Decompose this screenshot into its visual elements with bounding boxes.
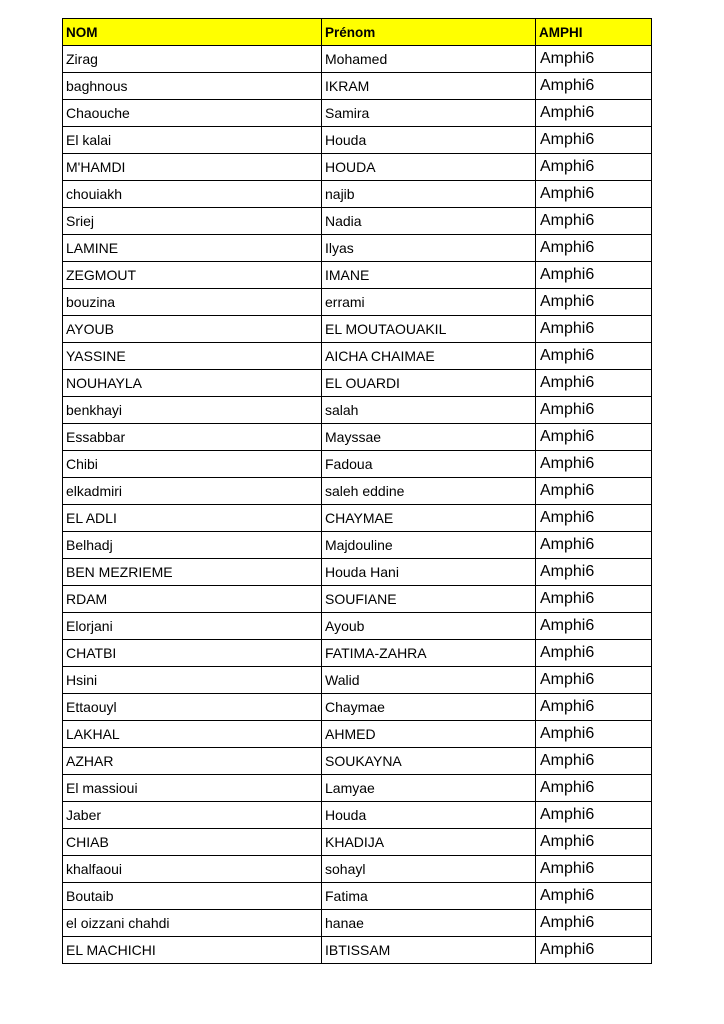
table-row (63, 937, 652, 964)
cell-amphi: Amphi6 (536, 505, 652, 532)
cell-amphi: Amphi6 (536, 748, 652, 775)
cell-nom: Zirag (63, 46, 322, 73)
table-row (63, 73, 652, 100)
table-row (63, 262, 652, 289)
cell-amphi: Amphi6 (536, 370, 652, 397)
cell-prenom: SOUFIANE (322, 586, 536, 613)
cell-amphi: Amphi6 (536, 316, 652, 343)
cell-prenom: salah (322, 397, 536, 424)
header-amphi: AMPHI (536, 19, 652, 46)
cell-prenom: Lamyae (322, 775, 536, 802)
cell-prenom: HOUDA (322, 154, 536, 181)
table-row (63, 370, 652, 397)
cell-amphi: Amphi6 (536, 235, 652, 262)
cell-nom: El massioui (63, 775, 322, 802)
cell-prenom: FATIMA-ZAHRA (322, 640, 536, 667)
cell-prenom: Houda (322, 802, 536, 829)
cell-nom: CHATBI (63, 640, 322, 667)
cell-nom: NOUHAYLA (63, 370, 322, 397)
cell-amphi: Amphi6 (536, 289, 652, 316)
cell-nom: CHIAB (63, 829, 322, 856)
cell-amphi: Amphi6 (536, 937, 652, 964)
cell-amphi: Amphi6 (536, 424, 652, 451)
cell-amphi: Amphi6 (536, 262, 652, 289)
cell-nom: LAKHAL (63, 721, 322, 748)
table-row (63, 316, 652, 343)
cell-prenom: AICHA CHAIMAE (322, 343, 536, 370)
cell-nom: RDAM (63, 586, 322, 613)
table-body (63, 46, 652, 964)
cell-nom: Jaber (63, 802, 322, 829)
cell-nom: bouzina (63, 289, 322, 316)
table-row (63, 424, 652, 451)
cell-prenom: Fadoua (322, 451, 536, 478)
table-row (63, 532, 652, 559)
table-row (63, 235, 652, 262)
cell-nom: chouiakh (63, 181, 322, 208)
cell-prenom: Majdouline (322, 532, 536, 559)
cell-nom: AZHAR (63, 748, 322, 775)
cell-prenom: AHMED (322, 721, 536, 748)
cell-nom: Hsini (63, 667, 322, 694)
cell-prenom: Mohamed (322, 46, 536, 73)
cell-nom: BEN MEZRIEME (63, 559, 322, 586)
cell-amphi: Amphi6 (536, 910, 652, 937)
cell-nom: YASSINE (63, 343, 322, 370)
cell-amphi: Amphi6 (536, 478, 652, 505)
cell-prenom: Houda Hani (322, 559, 536, 586)
cell-amphi: Amphi6 (536, 343, 652, 370)
table-row (63, 46, 652, 73)
table-row (63, 559, 652, 586)
cell-prenom: Chaymae (322, 694, 536, 721)
cell-prenom: Houda (322, 127, 536, 154)
cell-prenom: CHAYMAE (322, 505, 536, 532)
cell-amphi: Amphi6 (536, 559, 652, 586)
cell-nom: Ettaouyl (63, 694, 322, 721)
table-row (63, 154, 652, 181)
table-row (63, 586, 652, 613)
cell-nom: Boutaib (63, 883, 322, 910)
cell-prenom: Fatima (322, 883, 536, 910)
cell-nom: El kalai (63, 127, 322, 154)
cell-prenom: sohayl (322, 856, 536, 883)
cell-amphi: Amphi6 (536, 208, 652, 235)
table-row (63, 478, 652, 505)
cell-prenom: najib (322, 181, 536, 208)
cell-amphi: Amphi6 (536, 613, 652, 640)
cell-amphi: Amphi6 (536, 640, 652, 667)
cell-nom: baghnous (63, 73, 322, 100)
table-row (63, 100, 652, 127)
cell-prenom: KHADIJA (322, 829, 536, 856)
cell-prenom: Ayoub (322, 613, 536, 640)
cell-amphi: Amphi6 (536, 100, 652, 127)
table-row (63, 721, 652, 748)
table-row (63, 883, 652, 910)
table-row (63, 181, 652, 208)
table-row (63, 343, 652, 370)
cell-prenom: errami (322, 289, 536, 316)
student-list-table (62, 18, 652, 964)
cell-amphi: Amphi6 (536, 127, 652, 154)
table-row (63, 910, 652, 937)
cell-nom: Elorjani (63, 613, 322, 640)
cell-nom: AYOUB (63, 316, 322, 343)
cell-amphi: Amphi6 (536, 73, 652, 100)
header-prenom: Prénom (322, 19, 536, 46)
cell-nom: elkadmiri (63, 478, 322, 505)
cell-prenom: IKRAM (322, 73, 536, 100)
table-row (63, 208, 652, 235)
cell-amphi: Amphi6 (536, 802, 652, 829)
cell-nom: LAMINE (63, 235, 322, 262)
cell-nom: benkhayi (63, 397, 322, 424)
table-row (63, 397, 652, 424)
cell-nom: Chibi (63, 451, 322, 478)
cell-amphi: Amphi6 (536, 397, 652, 424)
table-row (63, 127, 652, 154)
table-row (63, 640, 652, 667)
cell-nom: khalfaoui (63, 856, 322, 883)
cell-prenom: saleh eddine (322, 478, 536, 505)
cell-amphi: Amphi6 (536, 154, 652, 181)
table-row (63, 613, 652, 640)
cell-nom: el oizzani chahdi (63, 910, 322, 937)
cell-prenom: Walid (322, 667, 536, 694)
table-row (63, 775, 652, 802)
table-row (63, 505, 652, 532)
table-row (63, 829, 652, 856)
cell-nom: M'HAMDI (63, 154, 322, 181)
table-row (63, 451, 652, 478)
cell-amphi: Amphi6 (536, 721, 652, 748)
cell-amphi: Amphi6 (536, 694, 652, 721)
cell-nom: Chaouche (63, 100, 322, 127)
table-row (63, 667, 652, 694)
cell-amphi: Amphi6 (536, 667, 652, 694)
cell-prenom: Samira (322, 100, 536, 127)
header-nom: NOM (63, 19, 322, 46)
cell-amphi: Amphi6 (536, 46, 652, 73)
header-row (63, 19, 652, 46)
table-row (63, 694, 652, 721)
cell-nom: Sriej (63, 208, 322, 235)
cell-amphi: Amphi6 (536, 532, 652, 559)
cell-prenom: Nadia (322, 208, 536, 235)
table-row (63, 289, 652, 316)
table-row (63, 748, 652, 775)
cell-amphi: Amphi6 (536, 775, 652, 802)
cell-prenom: IBTISSAM (322, 937, 536, 964)
cell-prenom: IMANE (322, 262, 536, 289)
cell-nom: ZEGMOUT (63, 262, 322, 289)
cell-prenom: Ilyas (322, 235, 536, 262)
cell-prenom: EL MOUTAOUAKIL (322, 316, 536, 343)
cell-nom: Essabbar (63, 424, 322, 451)
cell-prenom: Mayssae (322, 424, 536, 451)
table-row (63, 802, 652, 829)
cell-amphi: Amphi6 (536, 829, 652, 856)
cell-nom: EL MACHICHI (63, 937, 322, 964)
cell-amphi: Amphi6 (536, 856, 652, 883)
cell-prenom: SOUKAYNA (322, 748, 536, 775)
cell-amphi: Amphi6 (536, 586, 652, 613)
cell-amphi: Amphi6 (536, 181, 652, 208)
cell-nom: EL ADLI (63, 505, 322, 532)
cell-nom: Belhadj (63, 532, 322, 559)
cell-prenom: EL OUARDI (322, 370, 536, 397)
cell-amphi: Amphi6 (536, 451, 652, 478)
cell-prenom: hanae (322, 910, 536, 937)
cell-amphi: Amphi6 (536, 883, 652, 910)
table-row (63, 856, 652, 883)
